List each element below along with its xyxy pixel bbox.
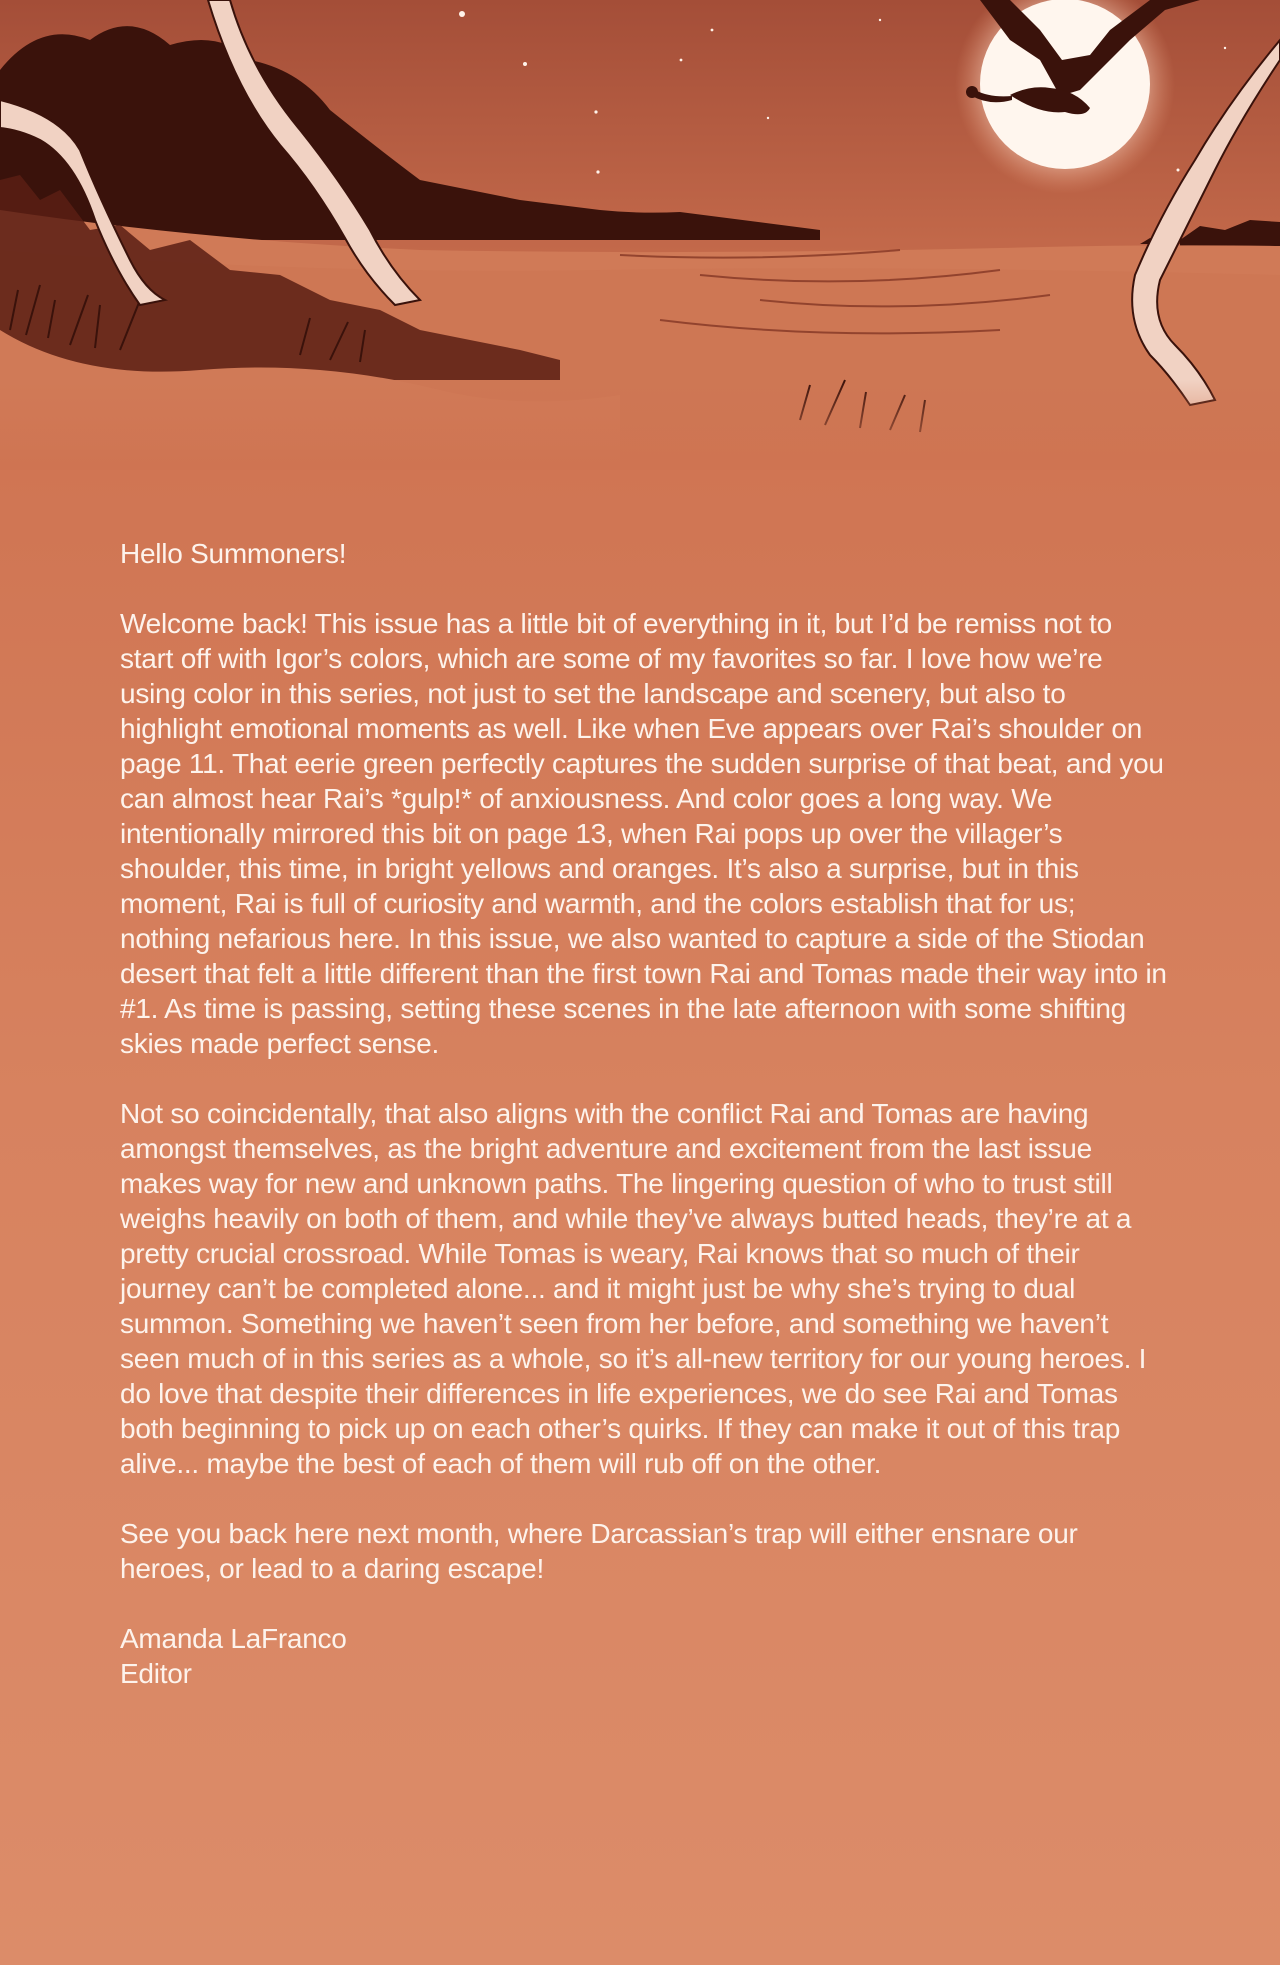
desert-night-illustration — [0, 0, 1280, 470]
signature-name: Amanda LaFranco — [120, 1623, 347, 1654]
signature-block — [120, 1621, 1170, 1691]
greeting: Hello Summoners! — [120, 538, 347, 569]
editor-letter — [120, 536, 1170, 1691]
letter-paragraph-2: Not so coincidentally, that also aligns with the conflict Rai and Tomas are having amongst themselves, as the bright adventure and excitement from the last issue makes way for new and unknown paths. The lingering question of who to trust still weighs heavily on both of them, and while they’ve always butted heads, they’re at a pretty crucial crossroad. While Tomas is weary, Rai knows that so much of their journey can’t be completed alone... and it might just be why she’s trying to dual summon. Something we haven’t seen from her before, and something we haven’t seen much of in this series as a whole, so it’s all-new territory for our young heroes. I do love that despite their differences in life experiences, we do see Rai and Tomas both beginning to pick up on each other’s quirks. If they can make it out of this trap alive... maybe the best of each of them will rub off on the other. — [120, 1098, 1147, 1479]
signature-title: Editor — [120, 1658, 192, 1689]
letter-paragraph-1: Welcome back! This issue has a little bit of everything in it, but I’d be remiss not to start off with Igor’s colors, which are some of my favorites so far. I love how we’re using color in this series, not just to set the landscape and scenery, but also to highlight emotional moments as well. Like when Eve appears over Rai’s shoulder on page 11. That eerie green perfectly captures the sudden surprise of that beat, and you can almost hear Rai’s *gulp!* of anxiousness. And color goes a long way. We intentionally mirrored this bit on page 13, when Rai pops up over the villager’s shoulder, this time, in bright yellows and oranges. It’s also a surprise, but in this moment, Rai is full of curiosity and warmth, and the colors establish that for us; nothing nefarious here. In this issue, we also wanted to capture a side of the Stiodan desert that felt a little different than the first town Rai and Tomas made their way into in #1. As time is passing, setting these scenes in the late afternoon with some shifting skies made perfect sense. — [120, 608, 1167, 1059]
letter-paragraph-3: See you back here next month, where Darcassian’s trap will either ensnare our heroes, or lead to a daring escape! — [120, 1518, 1078, 1584]
